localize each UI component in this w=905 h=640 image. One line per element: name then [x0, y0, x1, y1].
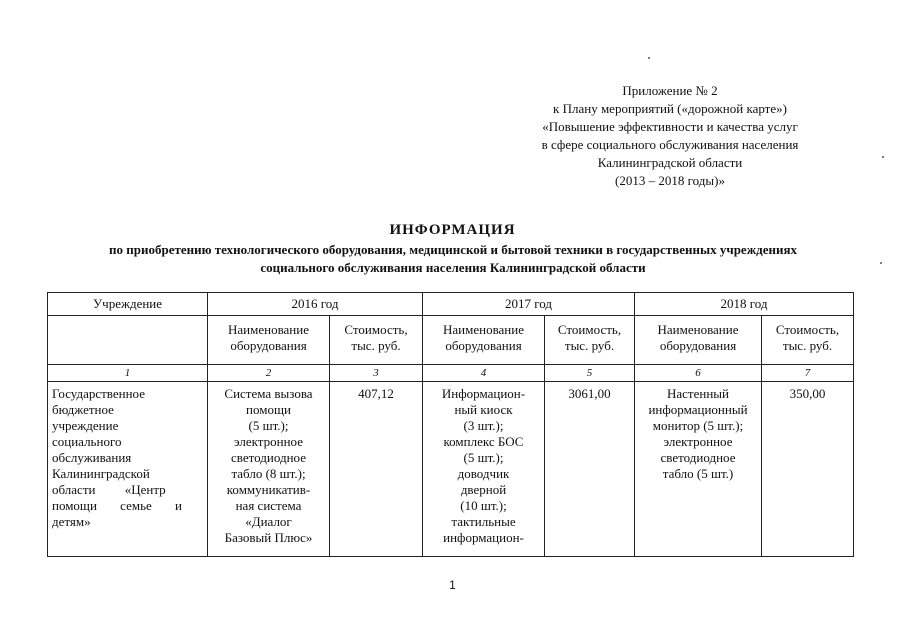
- table-row: [48, 382, 854, 557]
- column-number: 3: [330, 365, 423, 382]
- column-number: 7: [762, 365, 854, 382]
- appendix-line: Калининградской области: [597, 155, 743, 170]
- subheader-cost: Стоимость, тыс. руб.: [762, 316, 854, 365]
- column-number-row: [48, 365, 854, 382]
- column-number: 4: [423, 365, 545, 382]
- table-subheader-row: [48, 316, 854, 365]
- appendix-line: в сфере социального обслуживания населения: [541, 137, 799, 152]
- subtitle-line: социального обслуживания населения Калининградской области: [260, 260, 646, 275]
- subheader-empty: [48, 316, 208, 365]
- cell-cost-2016: 407,12: [330, 382, 423, 557]
- scan-speck: [880, 262, 882, 264]
- scan-speck: [882, 156, 884, 158]
- header-year-2016: 2016 год: [208, 293, 423, 316]
- column-number: 6: [635, 365, 762, 382]
- scan-speck: [648, 57, 650, 59]
- cell-equipment-2016: Система вызова помощи (5 шт.); электронное светодиодное табло (8 шт.); коммуникатив- ная система «Диалог Базовый Плюс»: [208, 382, 330, 557]
- document-subtitle: [20, 241, 886, 277]
- subheader-cost: Стоимость, тыс. руб.: [330, 316, 423, 365]
- subheader-cost: Стоимость, тыс. руб.: [545, 316, 635, 365]
- subtitle-line: по приобретению технологического оборудования, медицинской и бытовой техники в государственных учреждениях: [109, 242, 797, 257]
- subheader-name: Наименование оборудования: [208, 316, 330, 365]
- column-number: 5: [545, 365, 635, 382]
- equipment-table: [47, 292, 854, 557]
- appendix-block: [500, 82, 840, 190]
- cell-cost-2017: 3061,00: [545, 382, 635, 557]
- appendix-line: (2013 – 2018 годы)»: [615, 173, 725, 188]
- document-title: ИНФОРМАЦИЯ: [389, 222, 516, 238]
- cell-equipment-2017: Информацион- ный киоск (3 шт.); комплекс БОС (5 шт.); доводчик дверной (10 шт.); тактильные информацион-: [423, 382, 545, 557]
- header-institution: Учреждение: [48, 293, 208, 316]
- appendix-line: Приложение № 2: [622, 83, 718, 98]
- cell-cost-2018: 350,00: [762, 382, 854, 557]
- page-number: 1: [449, 578, 456, 592]
- appendix-line: к Плану мероприятий («дорожной карте»): [553, 101, 787, 116]
- subheader-name: Наименование оборудования: [423, 316, 545, 365]
- subheader-name: Наименование оборудования: [635, 316, 762, 365]
- cell-equipment-2018: Настенный информационный монитор (5 шт.); электронное светодиодное табло (5 шт.): [635, 382, 762, 557]
- column-number: 2: [208, 365, 330, 382]
- header-year-2018: 2018 год: [635, 293, 854, 316]
- cell-institution: Государственное бюджетное учреждение социального обслуживания Калининградской области «Центр помощи семье и детям»: [48, 382, 208, 557]
- table-header-row: [48, 293, 854, 316]
- column-number: 1: [48, 365, 208, 382]
- header-year-2017: 2017 год: [423, 293, 635, 316]
- appendix-line: «Повышение эффективности и качества услуг: [542, 119, 798, 134]
